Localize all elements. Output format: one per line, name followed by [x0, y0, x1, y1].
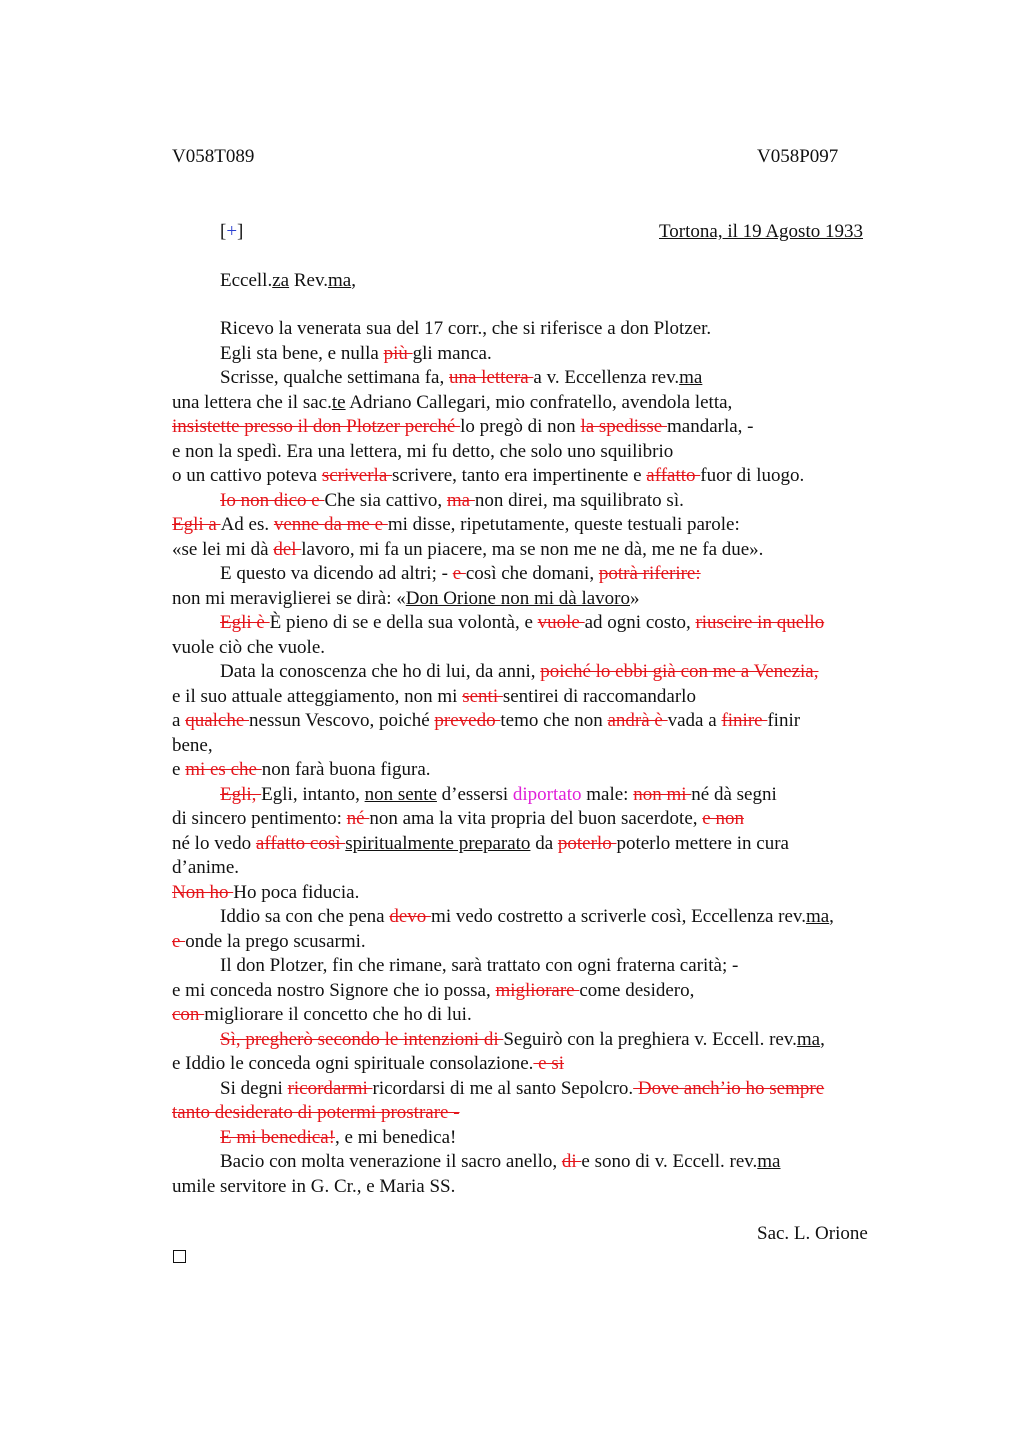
text-line: né lo vedo affatto così spiritualmente preparato da poterlo poterlo mettere in cura: [172, 833, 789, 854]
document-code-left: V058T089: [172, 146, 255, 167]
text-line: e Iddio le conceda ogni spirituale consolazione. e si: [172, 1053, 565, 1074]
text-line: Io non dico e Che sia cattivo, ma non direi, ma squilibrato sì.: [220, 490, 684, 511]
text-line: e mi conceda nostro Signore che io possa, migliorare come desidero,: [172, 980, 695, 1001]
salutation: Eccell.za Rev.ma,: [220, 270, 356, 291]
text-line: Iddio sa con che pena devo mi vedo costretto a scriverle così, Eccellenza rev.ma,: [220, 906, 834, 927]
expand-marker[interactable]: [+]: [220, 221, 244, 242]
text-line: Egli a Ad es. venne da me e mi disse, ripetutamente, queste testuali parole:: [172, 514, 740, 535]
text-line: Ricevo la venerata sua del 17 corr., che si riferisce a don Plotzer.: [220, 318, 712, 339]
text-line: Egli sta bene, e nulla più gli manca.: [220, 343, 492, 364]
text-line: «se lei mi dà del lavoro, mi fa un piacere, ma se non me ne dà, me ne fa due».: [172, 539, 764, 560]
text-line: Sì, pregherò secondo le intenzioni di Seguirò con la preghiera v. Eccell. rev.ma,: [220, 1029, 825, 1050]
end-square-icon: [173, 1250, 186, 1263]
letter-date: Tortona, il 19 Agosto 1933: [659, 221, 863, 242]
text-line: bene,: [172, 735, 213, 756]
text-line: tanto desiderato di potermi prostrare -: [172, 1102, 460, 1123]
text-line: Bacio con molta venerazione il sacro anello, di e sono di v. Eccell. rev.ma: [220, 1151, 781, 1172]
text-line: e il suo attuale atteggiamento, non mi senti sentirei di raccomandarlo: [172, 686, 696, 707]
text-line: d’anime.: [172, 857, 240, 878]
signature: Sac. L. Orione: [757, 1223, 868, 1244]
text-line: Egli, Egli, intanto, non sente d’essersi diportato male: non mi né dà segni: [220, 784, 777, 805]
text-line: e non la spedì. Era una lettera, mi fu detto, che solo uno squilibrio: [172, 441, 674, 462]
plus-icon[interactable]: +: [226, 221, 238, 242]
text-line: con migliorare il concetto che ho di lui.: [172, 1004, 472, 1025]
text-line: non mi meraviglierei se dirà: «Don Orione non mi dà lavoro»: [172, 588, 640, 609]
text-line: umile servitore in G. Cr., e Maria SS.: [172, 1176, 456, 1197]
text-line: e onde la prego scusarmi.: [172, 931, 366, 952]
text-line: e mi es che non farà buona figura.: [172, 759, 431, 780]
text-line: Non ho Ho poca fiducia.: [172, 882, 360, 903]
text-line: di sincero pentimento: né non ama la vita propria del buon sacerdote, e non: [172, 808, 744, 829]
text-line: vuole ciò che vuole.: [172, 637, 326, 658]
document-code-right: V058P097: [757, 146, 839, 167]
text-line: a qualche nessun Vescovo, poiché prevedo temo che non andrà è vada a finire finir: [172, 710, 801, 731]
text-line: Egli è È pieno di se e della sua volontà, e vuole ad ogni costo, riuscire in quello: [220, 612, 825, 633]
text-line: Si degni ricordarmi ricordarsi di me al santo Sepolcro. Dove anch’io ho sempre: [220, 1078, 825, 1099]
text-line: E mi benedica!, e mi benedica!: [220, 1127, 457, 1148]
text-line: o un cattivo poteva scriverla scrivere, tanto era impertinente e affatto fuor di luogo.: [172, 465, 805, 486]
text-line: una lettera che il sac.te Adriano Callegari, mio confratello, avendola letta,: [172, 392, 733, 413]
text-line: Scrisse, qualche settimana fa, una lettera a v. Eccellenza rev.ma: [220, 367, 703, 388]
text-line: Data la conoscenza che ho di lui, da anni, poiché lo ebbi già con me a Venezia,: [220, 661, 819, 682]
text-line: Il don Plotzer, fin che rimane, sarà trattato con ogni fraterna carità; -: [220, 955, 739, 976]
text-line: insistette presso il don Plotzer perché lo pregò di non la spedisse mandarla, -: [172, 416, 754, 437]
text-line: E questo va dicendo ad altri; - e così che domani, potrà riferire:: [220, 563, 701, 584]
